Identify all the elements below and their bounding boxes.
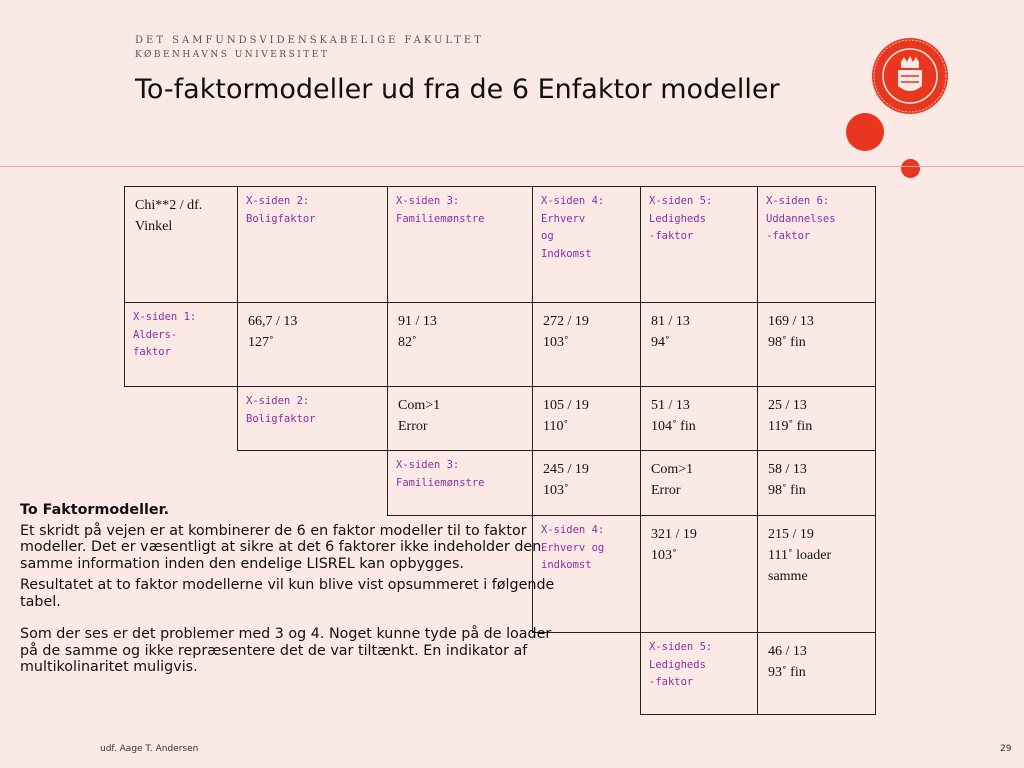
body-text bbox=[20, 502, 560, 681]
table-cell: 215 / 19 111˚ loader samme bbox=[757, 515, 876, 633]
table-cell: Com>1 Error bbox=[640, 450, 758, 516]
col-header: X-siden 5: Ledigheds -faktor bbox=[640, 186, 758, 303]
table-corner: Chi**2 / df. Vinkel bbox=[124, 186, 238, 303]
table-cell: 105 / 19 110˚ bbox=[532, 386, 641, 451]
body-paragraph: Resultatet at to faktor modellerne vil kun blive vist opsummeret i følgende tabel. bbox=[20, 577, 555, 610]
table-cell: 91 / 13 82˚ bbox=[387, 302, 533, 387]
table-cell: 245 / 19 103˚ bbox=[532, 450, 641, 516]
table-cell: 66,7 / 13 127˚ bbox=[237, 302, 388, 387]
table-cell: 321 / 19 103˚ bbox=[640, 515, 758, 633]
table-cell: 51 / 13 104˚ fin bbox=[640, 386, 758, 451]
row-header: X-siden 2: Boligfaktor bbox=[237, 386, 388, 451]
decorative-circle-large bbox=[846, 113, 884, 151]
university-seal-icon bbox=[870, 36, 950, 116]
col-header: X-siden 4: Erhverv og Indkomst bbox=[532, 186, 641, 303]
table-cell: 46 / 13 93˚ fin bbox=[757, 632, 876, 715]
col-header: X-siden 6: Uddannelses -faktor bbox=[757, 186, 876, 303]
row-header: X-siden 4: Erhverv og indkomst bbox=[532, 515, 641, 633]
decorative-circle-small bbox=[901, 159, 920, 178]
body-heading: To Faktormodeller. bbox=[20, 502, 170, 518]
col-header: X-siden 2: Boligfaktor bbox=[237, 186, 388, 303]
table-cell: 81 / 13 94˚ bbox=[640, 302, 758, 387]
faculty-name: DET SAMFUNDSVIDENSKABELIGE FAKULTET bbox=[135, 35, 484, 46]
col-header: X-siden 3: Familiemønstre bbox=[387, 186, 533, 303]
page-number: 29 bbox=[1000, 744, 1012, 754]
table-cell: 58 / 13 98˚ fin bbox=[757, 450, 876, 516]
body-paragraph: Som der ses er det problemer med 3 og 4. Noget kunne tyde på de loader på de samme og ikke repræsentere det de var tiltænkt. En indikator af multikolinaritet muligvis. bbox=[20, 626, 552, 675]
table-cell: 272 / 19 103˚ bbox=[532, 302, 641, 387]
row-header: X-siden 5: Ledigheds -faktor bbox=[640, 632, 758, 715]
university-name: KØBENHAVNS UNIVERSITET bbox=[135, 50, 330, 60]
slide-title: To-faktormodeller ud fra de 6 Enfaktor modeller bbox=[135, 74, 780, 105]
table-cell: 169 / 13 98˚ fin bbox=[757, 302, 876, 387]
header-divider bbox=[0, 166, 1024, 167]
footer-author: udf. Aage T. Andersen bbox=[100, 744, 199, 754]
table-cell: 25 / 13 119˚ fin bbox=[757, 386, 876, 451]
row-header: X-siden 3: Familiemønstre bbox=[387, 450, 533, 516]
body-paragraph: Et skridt på vejen er at kombinerer de 6 en faktor modeller til to faktor modeller. Det er væsentligt at sikre at det 6 faktorer ikke indeholder den samme information inden den endelige LISREL kan opbygges. bbox=[20, 522, 542, 572]
row-header: X-siden 1: Alders- faktor bbox=[124, 302, 238, 387]
table-cell: Com>1 Error bbox=[387, 386, 533, 451]
